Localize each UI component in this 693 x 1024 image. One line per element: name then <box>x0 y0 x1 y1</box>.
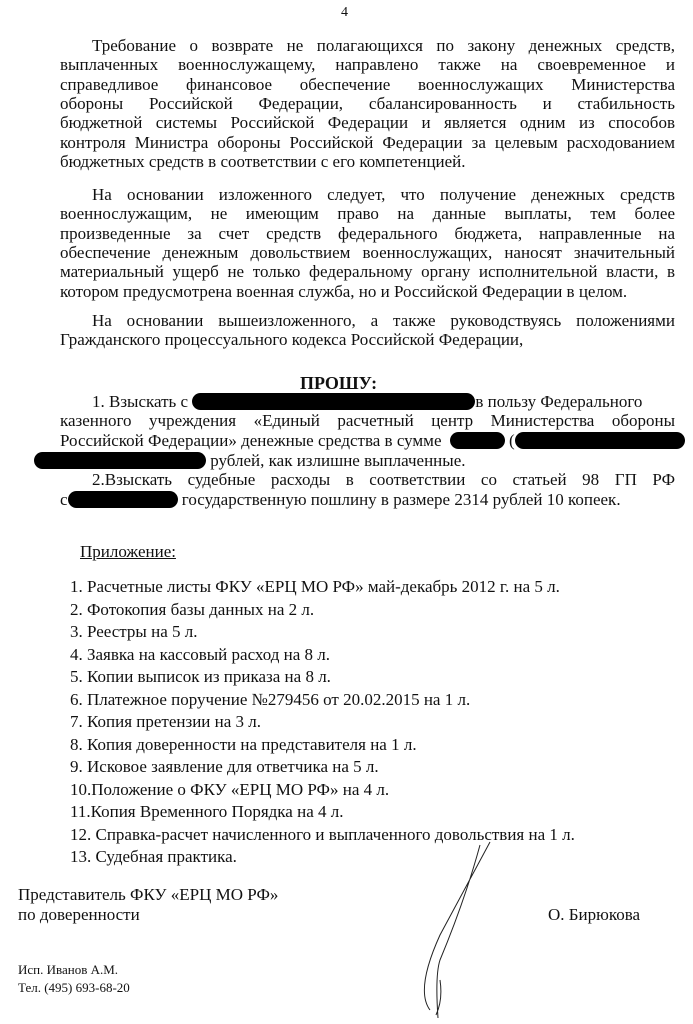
paragraph2-line: материальный ущерб не только федеральному органу исполнительной власти, в <box>60 262 675 282</box>
attachment-item: 2. Фотокопия базы данных на 2 л. <box>70 599 315 619</box>
request-1-line-4 <box>34 451 649 470</box>
attachments-heading: Приложение: <box>80 542 176 561</box>
request-1-line-1 <box>92 392 675 411</box>
request-2-line-1: 2.Взыскать судебные расходы в соответствии со статьей 98 ГП РФ <box>92 470 675 489</box>
request-1-text-e: рублей, как излишне выплаченные. <box>210 451 466 470</box>
paragraph2-line: На основании изложенного следует, что получение денежных средств <box>92 185 675 204</box>
request-1-text-c: Российской Федерации» денежные средства в сумме <box>60 431 442 450</box>
paragraph2-line: военнослужащим, не имеющим право на данные выплаты, тем более <box>60 204 675 224</box>
paragraph3-line: На основании вышеизложенного, а также руководствуясь положениями <box>92 311 675 330</box>
redaction <box>192 393 475 410</box>
attachment-item: 13. Судебная практика. <box>70 847 237 866</box>
attachment-item: 3. Реестры на 5 л. <box>70 622 198 641</box>
redaction <box>450 432 505 449</box>
attachment-item: 6. Платежное поручение №279456 от 20.02.2015 на 1 л. <box>70 689 471 709</box>
attachment-item: 9. Исковое заявление для ответчика на 5 л. <box>70 757 379 776</box>
paragraph1-line: Требование о возврате не полагающихся по закону денежных средств, <box>92 36 675 55</box>
request-1-text-b: в пользу Федерального <box>475 392 643 411</box>
attachment-item: 12. Справка-расчет начисленного и выплаченного довольствия на 1 л. <box>70 824 575 844</box>
signer-name: О. Бирюкова <box>548 905 641 924</box>
attachment-item: 1. Расчетные листы ФКУ «ЕРЦ МО РФ» май-декабрь 2012 г. на 5 л. <box>70 577 560 596</box>
attachment-item: 10.Положение о ФКУ «ЕРЦ МО РФ» на 4 л. <box>70 779 390 799</box>
attachment-item: 4. Заявка на кассовый расход на 8 л. <box>70 644 331 664</box>
paragraph1-line: обороны Российской Федерации, сбалансированность и стабильность <box>60 93 675 113</box>
signature-role-2: по доверенности <box>18 905 140 924</box>
request-1-line-2: казенного учреждения «Единый расчетный центр Министерства обороны <box>60 411 675 430</box>
request-1-line-3 <box>60 431 675 450</box>
attachment-item: 5. Копии выписок из приказа на 8 л. <box>70 667 331 686</box>
request-1-text-d: ( <box>509 431 515 450</box>
signature-role: Представитель ФКУ «ЕРЦ МО РФ» <box>18 885 279 904</box>
redaction <box>515 432 685 449</box>
attachment-item: 8. Копия доверенности на представителя на 1 л. <box>70 734 417 754</box>
request-heading: ПРОШУ: <box>300 373 378 393</box>
paragraph1-line: бюджетной системы Российской Федерации и является одним из способов <box>60 113 675 133</box>
paragraph3-line: Гражданского процессуального кодекса Российской Федерации, <box>60 330 524 350</box>
paragraph1-line: выплаченных военнослужащему, направлено также на своевременное и <box>60 55 675 75</box>
request-1-text-a: 1. Взыскать с <box>92 392 189 411</box>
request-2-line-2 <box>60 490 675 509</box>
paragraph1-line: бюджетных средств в соответствии с его компетенцией. <box>60 151 466 171</box>
redaction <box>68 491 178 508</box>
executor-name: Исп. Иванов А.М. <box>18 962 119 977</box>
request-2-text-b: государственную пошлину в размере 2314 рублей 10 копеек. <box>181 490 621 509</box>
paragraph1-line: справедливое финансовое обеспечение военнослужащих Министерства <box>60 74 675 94</box>
paragraph1-line: контроля Министра обороны Российской Федерации за целевым расходованием <box>60 132 675 152</box>
executor-phone: Тел. (495) 693-68-20 <box>18 980 130 995</box>
paragraph2-line: котором предусмотрена военная служба, но и Российской Федерации в целом. <box>60 281 628 301</box>
handwritten-signature <box>410 840 520 1020</box>
paragraph2-line: обеспечение денежным довольствием военнослужащих, наносят значительный <box>60 242 675 262</box>
paragraph2-line: произведенные за счет средств федерального бюджета, направленные на <box>60 223 675 243</box>
attachment-item: 11.Копия Временного Порядка на 4 л. <box>70 802 344 821</box>
redaction <box>34 452 206 469</box>
page-number: 4 <box>341 5 348 20</box>
attachment-item: 7. Копия претензии на 3 л. <box>70 712 262 731</box>
request-2-text-a: с <box>60 490 68 509</box>
